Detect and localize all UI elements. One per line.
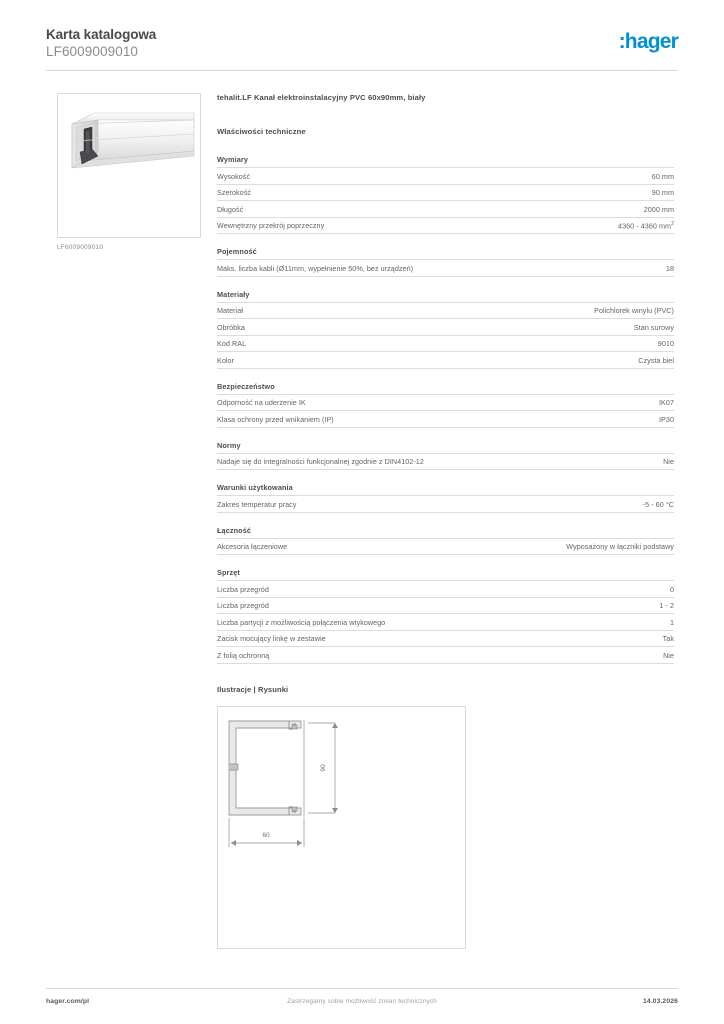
spec-value (606, 221, 674, 230)
spec-value: Stan surowy (633, 322, 674, 332)
spec-label: Materiał (217, 306, 243, 316)
page-header (46, 26, 678, 61)
spec-row (217, 454, 674, 471)
technical-drawing (217, 706, 466, 949)
spec-row (217, 395, 674, 412)
spec-row (217, 352, 674, 369)
spec-row (217, 260, 674, 277)
footer-disclaimer: Zastrzegamy sobie możliwość zmian technicznych (287, 998, 437, 1005)
spec-value: 2000 mm (643, 204, 674, 214)
spec-label: Akcesoria łączeniowe (217, 542, 288, 552)
spec-sections (217, 155, 674, 664)
spec-row (217, 411, 674, 428)
spec-label: Klasa ochrony przed wnikaniem (IP) (217, 414, 334, 424)
footer-divider (46, 988, 678, 989)
spec-value: -5 - 60 °C (642, 499, 674, 509)
drawing-svg (218, 707, 465, 948)
header-titles (46, 26, 156, 61)
spec-value-text: 4360 - 4360 mm (618, 221, 672, 231)
spec-value: Wyposażony w łączniki podstawy (566, 542, 674, 552)
spec-section (217, 441, 674, 471)
spec-value: 18 (665, 263, 674, 273)
technical-properties-heading: Właściwości techniczne (217, 127, 306, 136)
spec-section-title: Wymiary (217, 155, 674, 168)
spec-section (217, 155, 674, 234)
spec-section (217, 568, 674, 664)
spec-value: Tak (662, 634, 674, 644)
spec-row (217, 201, 674, 218)
spec-value: 1 (669, 617, 674, 627)
spec-row (217, 598, 674, 615)
spec-label: Szerokość (217, 188, 252, 197)
spec-value: 9010 (657, 339, 674, 349)
dimension-height-label: 90 (320, 764, 327, 772)
spec-label: Wysokość (217, 171, 251, 181)
spec-section (217, 247, 674, 277)
spec-row (217, 631, 674, 648)
drawings-heading: Ilustracje | Rysunki (217, 684, 289, 694)
spec-label: Nadaje się do integralności funkcjonalnej zgodnie z DIN4102-12 (217, 457, 424, 467)
dimension-width-label: 60 (262, 831, 270, 839)
hager-logo: :hager (618, 30, 678, 53)
spec-section-title: Bezpieczeństwo (217, 382, 674, 395)
spec-section (217, 382, 674, 428)
spec-row (217, 614, 674, 631)
spec-label: Odporność na uderzenie IK (217, 398, 306, 408)
spec-section-title: Warunki użytkowania (217, 483, 674, 496)
spec-label: Liczba przegród (217, 584, 269, 594)
spec-value: Nie (663, 457, 674, 467)
header-divider (46, 70, 678, 71)
product-image (57, 93, 201, 238)
spec-section-title: Normy (217, 441, 674, 454)
spec-section-title: Łączność (217, 526, 674, 539)
spec-value: IP30 (659, 414, 674, 424)
footer-date: 14.03.2026 (642, 998, 678, 1005)
spec-label: Liczba partycji z możliwością połączenia wtykowego (217, 617, 386, 627)
spec-value: 60 mm (651, 171, 674, 181)
page-footer (46, 998, 678, 1005)
product-title: tehalit.LF Kanał elektroinstalacyjny PVC 60x90mm, biały (217, 93, 426, 102)
spec-value: IK07 (659, 398, 674, 408)
product-photo-svg (58, 94, 200, 237)
spec-row (217, 185, 674, 202)
spec-label: Kod RAL (217, 339, 247, 349)
spec-value: Czysta biel (638, 355, 674, 365)
spec-section-title: Pojemność (217, 247, 674, 260)
page-title: Karta katalogowa (46, 27, 157, 42)
spec-label: Liczba przegród (217, 601, 269, 611)
specifications-column (217, 93, 674, 949)
spec-section-title: Sprzęt (217, 568, 674, 581)
spec-label: Zacisk mocujący linkę w zestawie (217, 634, 326, 644)
spec-section (217, 290, 674, 369)
product-reference: LF6009009010 (46, 44, 139, 60)
spec-value: 1 - 2 (659, 601, 674, 611)
spec-section-title: Materiały (217, 290, 674, 303)
spec-row (217, 319, 674, 336)
spec-section (217, 526, 674, 556)
spec-value-superscript: 2 (671, 221, 674, 227)
product-image-caption: LF6009009010 (57, 244, 104, 251)
spec-label: Wewnętrzny przekrój poprzeczny (217, 221, 325, 231)
spec-row (217, 218, 674, 235)
spec-value: Nie (663, 650, 674, 660)
spec-label: Zakres temperatur pracy (217, 499, 297, 509)
spec-row (217, 168, 674, 185)
spec-label: Maks. liczba kabli (Ø11mm, wypełnienie 50%, bez urządzeń) (217, 263, 414, 273)
spec-row (217, 496, 674, 513)
spec-label: Z folią ochronną (217, 650, 270, 660)
spec-label: Długość (217, 204, 244, 214)
footer-website[interactable]: hager.com/pl (46, 998, 90, 1005)
spec-value: 90 mm (651, 188, 674, 197)
spec-row (217, 539, 674, 556)
spec-value: 0 (669, 584, 674, 594)
spec-label: Kolor (217, 355, 235, 365)
spec-section (217, 483, 674, 513)
spec-label: Obróbka (217, 322, 245, 332)
spec-value: Polichlorek winylu (PVC) (594, 306, 674, 316)
spec-row (217, 303, 674, 320)
spec-row (217, 336, 674, 353)
spec-row (217, 647, 674, 664)
spec-row (217, 581, 674, 598)
